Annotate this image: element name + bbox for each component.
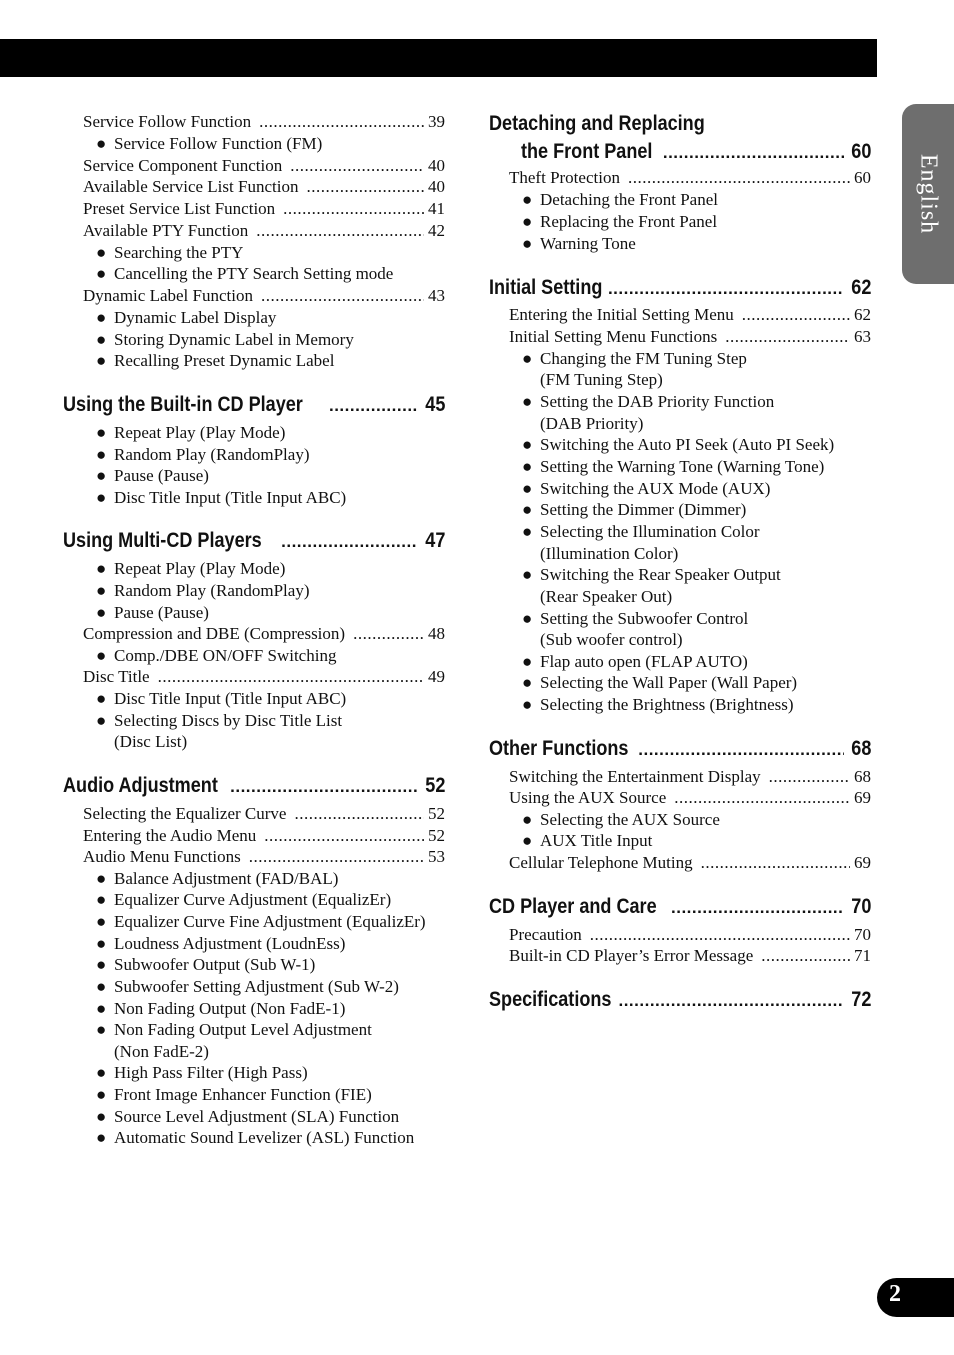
bullet-icon: ●: [96, 934, 107, 953]
toc-entry-title: Entering the Audio Menu: [83, 826, 257, 845]
toc-heading-line[interactable]: Detaching and Replacing: [489, 112, 705, 135]
bullet-icon: ●: [96, 646, 107, 665]
toc-entry[interactable]: [509, 788, 871, 808]
dot-leader: [281, 530, 418, 554]
toc-subentry[interactable]: [522, 810, 720, 830]
toc-entry-title: Available Service List Function: [83, 177, 299, 196]
toc-heading[interactable]: [489, 276, 871, 301]
toc-subentry[interactable]: [96, 134, 322, 154]
toc-subentry[interactable]: [522, 435, 834, 455]
toc-subentry[interactable]: [96, 1107, 399, 1127]
toc-entry-title: Theft Protection: [509, 168, 620, 187]
toc-heading-page: 68: [850, 737, 871, 760]
dot-leader: [663, 141, 844, 165]
bullet-icon: ●: [96, 264, 107, 283]
toc-entry-title: Entering the Initial Setting Menu: [509, 305, 734, 324]
toc-subentry-continuation: (DAB Priority): [540, 414, 644, 433]
toc-subentry[interactable]: [522, 831, 652, 851]
dot-leader: [618, 989, 843, 1013]
toc-entry-page: 71: [854, 946, 871, 965]
toc-subentry[interactable]: [96, 243, 243, 263]
bullet-icon: ●: [96, 603, 107, 622]
bullet-icon: ●: [522, 392, 533, 411]
toc-subentry-title: Equalizer Curve Adjustment (EqualizEr): [114, 890, 392, 909]
toc-subentry-title: Repeat Play (Play Mode): [114, 423, 286, 442]
toc-subentry[interactable]: [96, 1020, 372, 1040]
dot-leader: [608, 277, 844, 301]
toc-entry-page: 41: [428, 199, 445, 218]
toc-subentry[interactable]: [96, 999, 345, 1019]
toc-entry[interactable]: [509, 305, 871, 325]
dot-leader: [701, 853, 850, 873]
toc-heading-page: 70: [850, 895, 871, 918]
toc-subentry-title: Non Fading Output (Non FadE-1): [114, 999, 346, 1018]
header-bar: [0, 39, 877, 77]
bullet-icon: ●: [96, 689, 107, 708]
toc-subentry-title: Selecting Discs by Disc Title List: [114, 711, 343, 730]
toc-entry-page: 42: [428, 221, 445, 240]
toc-heading-title: CD Player and Care: [489, 895, 657, 918]
toc-subentry[interactable]: [96, 912, 426, 932]
toc-subentry-title: Selecting the Illumination Color: [540, 522, 760, 541]
toc-entry-page: 60: [854, 168, 871, 187]
bullet-icon: ●: [96, 890, 107, 909]
toc-entry-title: Using the AUX Source: [509, 788, 667, 807]
toc-heading[interactable]: [521, 140, 871, 165]
dot-leader: [230, 775, 418, 799]
toc-heading-title: Initial Setting: [489, 276, 603, 299]
toc-entry-page: 62: [854, 305, 871, 324]
dot-leader: [259, 112, 424, 132]
toc-entry-page: 49: [428, 667, 445, 686]
toc-heading-title: Specifications: [489, 988, 612, 1011]
bullet-icon: ●: [522, 435, 533, 454]
toc-subentry[interactable]: [96, 423, 285, 443]
toc-subentry[interactable]: [522, 522, 760, 542]
bullet-icon: ●: [96, 308, 107, 327]
toc-subentry-title: Switching the Rear Speaker Output: [540, 565, 781, 584]
toc-subentry-title: Switching the Auto PI Seek (Auto PI Seek): [540, 435, 835, 454]
bullet-icon: ●: [96, 488, 107, 507]
dot-leader: [158, 667, 424, 687]
dot-leader: [590, 925, 850, 945]
toc-subentry-title: Warning Tone: [540, 234, 636, 253]
bullet-icon: ●: [96, 999, 107, 1018]
toc-entry-title: Dynamic Label Function: [83, 286, 253, 305]
toc-subentry[interactable]: [522, 500, 746, 520]
toc-subentry-continuation: (Illumination Color): [540, 544, 679, 563]
toc-subentry-title: Selecting the AUX Source: [540, 810, 720, 829]
dot-leader: [249, 847, 424, 867]
toc-entry-page: 39: [428, 112, 445, 131]
bullet-icon: ●: [96, 1107, 107, 1126]
toc-subentry[interactable]: [522, 695, 794, 715]
toc-subentry-title: Flap auto open (FLAP AUTO): [540, 652, 748, 671]
toc-heading-page: 62: [850, 276, 871, 299]
toc-subentry[interactable]: [96, 559, 285, 579]
dot-leader: [674, 788, 850, 808]
bullet-icon: ●: [522, 457, 533, 476]
toc-subentry[interactable]: [96, 308, 276, 328]
toc-subentry-title: Repeat Play (Play Mode): [114, 559, 286, 578]
toc-subentry-continuation: (Non FadE-2): [114, 1042, 209, 1061]
toc-subentry-title: Replacing the Front Panel: [540, 212, 718, 231]
toc-heading-title: Using Multi-CD Players: [63, 529, 262, 552]
toc-subentry-title: Non Fading Output Level Adjustment: [114, 1020, 372, 1039]
toc-subentry[interactable]: [96, 1128, 414, 1148]
toc-heading[interactable]: [63, 393, 445, 418]
toc-entry[interactable]: [83, 667, 445, 687]
toc-heading[interactable]: [489, 895, 871, 920]
dot-leader: [306, 177, 424, 197]
toc-subentry-title: Storing Dynamic Label in Memory: [114, 330, 354, 349]
dot-leader: [261, 286, 424, 306]
toc-subentry-title: Equalizer Curve Fine Adjustment (EqualizEr): [114, 912, 426, 931]
toc-entry-page: 63: [854, 327, 871, 346]
bullet-icon: ●: [96, 1063, 107, 1082]
bullet-icon: ●: [522, 212, 533, 231]
toc-subentry-continuation: (FM Tuning Step): [540, 370, 663, 389]
toc-entry[interactable]: [83, 177, 445, 197]
toc-subentry-title: Searching the PTY: [114, 243, 244, 262]
bullet-icon: ●: [96, 559, 107, 578]
toc-subentry[interactable]: [96, 1063, 308, 1083]
toc-subentry-title: Pause (Pause): [114, 466, 209, 485]
toc-heading-page: 47: [424, 529, 445, 552]
toc-subentry-title: Setting the Dimmer (Dimmer): [540, 500, 747, 519]
bullet-icon: ●: [96, 955, 107, 974]
toc-subentry-title: Recalling Preset Dynamic Label: [114, 351, 335, 370]
toc-subentry-title: Cancelling the PTY Search Setting mode: [114, 264, 394, 283]
toc-subentry[interactable]: [96, 351, 334, 371]
bullet-icon: ●: [96, 1085, 107, 1104]
dot-leader: [628, 168, 850, 188]
toc-entry[interactable]: [83, 847, 445, 867]
bullet-icon: ●: [96, 351, 107, 370]
toc-entry[interactable]: [83, 112, 445, 132]
toc-entry-page: 40: [428, 156, 445, 175]
toc-heading[interactable]: [63, 529, 445, 554]
toc-subentry[interactable]: [96, 264, 393, 284]
toc-entry-page: 43: [428, 286, 445, 305]
toc-subentry[interactable]: [96, 488, 346, 508]
bullet-icon: ●: [96, 134, 107, 153]
toc-subentry-title: Balance Adjustment (FAD/BAL): [114, 869, 339, 888]
page-number: 2: [889, 1281, 901, 1307]
toc-subentry-title: Disc Title Input (Title Input ABC): [114, 689, 347, 708]
toc-entry-title: Preset Service List Function: [83, 199, 276, 218]
toc-subentry-continuation: (Sub woofer control): [540, 630, 683, 649]
toc-subentry-title: Loudness Adjustment (LoudnEss): [114, 934, 346, 953]
toc-entry[interactable]: [83, 624, 445, 644]
bullet-icon: ●: [522, 831, 533, 850]
toc-entry-title: Cellular Telephone Muting: [509, 853, 693, 872]
dot-leader: [290, 156, 424, 176]
toc-entry-page: 52: [428, 804, 445, 823]
bullet-icon: ●: [522, 349, 533, 368]
toc-subentry-title: Service Follow Function (FM): [114, 134, 323, 153]
toc-entry[interactable]: [83, 826, 445, 846]
toc-subentry-title: Switching the AUX Mode (AUX): [540, 479, 771, 498]
toc-entry-title: Initial Setting Menu Functions: [509, 327, 718, 346]
bullet-icon: ●: [522, 522, 533, 541]
toc-subentry[interactable]: [522, 457, 824, 477]
toc-subentry[interactable]: [96, 955, 315, 975]
toc-entry-page: 68: [854, 767, 871, 786]
toc-heading-title: Audio Adjustment: [63, 774, 218, 797]
toc-subentry-title: Pause (Pause): [114, 603, 209, 622]
toc-subentry[interactable]: [96, 689, 346, 709]
toc-subentry[interactable]: [96, 445, 309, 465]
toc-subentry-title: Selecting the Wall Paper (Wall Paper): [540, 673, 798, 692]
toc-subentry[interactable]: [96, 330, 354, 350]
toc-subentry-title: AUX Title Input: [540, 831, 653, 850]
toc-subentry-title: Random Play (RandomPlay): [114, 445, 310, 464]
dot-leader: [329, 394, 418, 418]
toc-entry[interactable]: [83, 156, 445, 176]
toc-entry[interactable]: [83, 286, 445, 306]
toc-subentry[interactable]: [522, 479, 770, 499]
toc-heading[interactable]: [489, 737, 871, 762]
toc-subentry-title: Disc Title Input (Title Input ABC): [114, 488, 347, 507]
toc-subentry-title: Detaching the Front Panel: [540, 190, 718, 209]
toc-subentry[interactable]: [96, 934, 345, 954]
toc-subentry-title: Front Image Enhancer Function (FIE): [114, 1085, 372, 1104]
toc-subentry[interactable]: [522, 565, 781, 585]
toc-entry-page: 69: [854, 788, 871, 807]
toc-subentry[interactable]: [522, 392, 774, 412]
toc-entry[interactable]: [83, 804, 445, 824]
toc-entry[interactable]: [83, 199, 445, 219]
toc-entry[interactable]: [509, 767, 871, 787]
toc-subentry[interactable]: [96, 890, 391, 910]
dot-leader: [353, 624, 424, 644]
toc-entry-title: Disc Title: [83, 667, 150, 686]
toc-subentry[interactable]: [522, 190, 718, 210]
dot-leader: [769, 767, 850, 787]
dot-leader: [294, 804, 424, 824]
language-tab: [902, 104, 954, 284]
toc-entry-page: 69: [854, 853, 871, 872]
bullet-icon: ●: [522, 500, 533, 519]
toc-subentry[interactable]: [96, 603, 209, 623]
bullet-icon: ●: [96, 243, 107, 262]
toc-subentry-title: Setting the Warning Tone (Warning Tone): [540, 457, 825, 476]
bullet-icon: ●: [96, 581, 107, 600]
bullet-icon: ●: [522, 609, 533, 628]
toc-entry-page: 53: [428, 847, 445, 866]
toc-subentry-title: Dynamic Label Display: [114, 308, 277, 327]
toc-entry-title: Available PTY Function: [83, 221, 249, 240]
toc-entry-page: 40: [428, 177, 445, 196]
bullet-icon: ●: [522, 479, 533, 498]
toc-subentry[interactable]: [96, 869, 338, 889]
toc-subentry[interactable]: [522, 349, 747, 369]
toc-heading-page: 60: [850, 140, 871, 163]
toc-subentry[interactable]: [96, 977, 399, 997]
bullet-icon: ●: [522, 673, 533, 692]
dot-leader: [264, 826, 424, 846]
bullet-icon: ●: [96, 711, 107, 730]
dot-leader: [256, 221, 424, 241]
toc-entry-title: Selecting the Equalizer Curve: [83, 804, 287, 823]
toc-subentry[interactable]: [96, 1085, 372, 1105]
toc-entry-title: Precaution: [509, 925, 582, 944]
toc-subentry-title: Random Play (RandomPlay): [114, 581, 310, 600]
toc-subentry[interactable]: [522, 673, 797, 693]
toc-subentry-title: Comp./DBE ON/OFF Switching: [114, 646, 337, 665]
bullet-icon: ●: [522, 234, 533, 253]
toc-entry[interactable]: [509, 853, 871, 873]
toc-subentry[interactable]: [96, 581, 309, 601]
toc-subentry-continuation: (Disc List): [114, 732, 188, 751]
dot-leader: [671, 896, 844, 920]
toc-heading-title: the Front Panel: [521, 140, 653, 163]
toc-subentry[interactable]: [522, 652, 748, 672]
toc-entry[interactable]: [509, 946, 871, 966]
toc-subentry-title: Subwoofer Output (Sub W-1): [114, 955, 316, 974]
toc-subentry-title: Source Level Adjustment (SLA) Function: [114, 1107, 400, 1126]
bullet-icon: ●: [522, 695, 533, 714]
toc-subentry-title: Changing the FM Tuning Step: [540, 349, 747, 368]
toc-subentry-title: Automatic Sound Levelizer (ASL) Function: [114, 1128, 415, 1147]
dot-leader: [725, 327, 850, 347]
toc-entry-title: Compression and DBE (Compression): [83, 624, 346, 643]
bullet-icon: ●: [522, 565, 533, 584]
bullet-icon: ●: [96, 1128, 107, 1147]
toc-heading-page: 45: [424, 393, 445, 416]
toc-heading-page: 72: [850, 988, 871, 1011]
toc-entry[interactable]: [83, 221, 445, 241]
toc-heading[interactable]: [489, 988, 871, 1013]
toc-subentry[interactable]: [522, 234, 636, 254]
bullet-icon: ●: [96, 977, 107, 996]
toc-entry-title: Switching the Entertainment Display: [509, 767, 761, 786]
bullet-icon: ●: [96, 912, 107, 931]
toc-subentry[interactable]: [522, 609, 748, 629]
toc-subentry[interactable]: [96, 646, 336, 666]
toc-subentry-title: Setting the DAB Priority Function: [540, 392, 775, 411]
toc-entry-title: Service Component Function: [83, 156, 283, 175]
toc-subentry-title: Setting the Subwoofer Control: [540, 609, 749, 628]
toc-entry-title: Built-in CD Player’s Error Message: [509, 946, 754, 965]
bullet-icon: ●: [96, 466, 107, 485]
bullet-icon: ●: [96, 330, 107, 349]
toc-subentry-title: High Pass Filter (High Pass): [114, 1063, 308, 1082]
toc-heading[interactable]: [63, 774, 445, 799]
toc-entry-page: 52: [428, 826, 445, 845]
dot-leader: [283, 199, 424, 219]
toc-subentry[interactable]: [522, 212, 717, 232]
toc-entry-title: Service Follow Function: [83, 112, 252, 131]
toc-entry[interactable]: [509, 327, 871, 347]
bullet-icon: ●: [522, 652, 533, 671]
toc-subentry-continuation: (Rear Speaker Out): [540, 587, 673, 606]
toc-entry-page: 48: [428, 624, 445, 643]
toc-heading-title: Using the Built-in CD Player: [63, 393, 303, 416]
page-number-badge: [877, 1278, 954, 1317]
bullet-icon: ●: [522, 190, 533, 209]
toc-subentry[interactable]: [96, 711, 342, 731]
bullet-icon: ●: [522, 810, 533, 829]
dot-leader: [742, 305, 850, 325]
dot-leader: [761, 946, 850, 966]
dot-leader: [638, 738, 843, 762]
toc-heading-page: 52: [424, 774, 445, 797]
bullet-icon: ●: [96, 423, 107, 442]
language-tab-label: English: [915, 153, 942, 235]
toc-entry[interactable]: [509, 168, 871, 188]
toc-heading-title: Other Functions: [489, 737, 629, 760]
toc-subentry-title: Selecting the Brightness (Brightness): [540, 695, 794, 714]
toc-entry-title: Audio Menu Functions: [83, 847, 241, 866]
toc-subentry[interactable]: [96, 466, 209, 486]
toc-subentry-title: Subwoofer Setting Adjustment (Sub W-2): [114, 977, 399, 996]
toc-entry-page: 70: [854, 925, 871, 944]
bullet-icon: ●: [96, 445, 107, 464]
bullet-icon: ●: [96, 1020, 107, 1039]
bullet-icon: ●: [96, 869, 107, 888]
toc-entry[interactable]: [509, 925, 871, 945]
